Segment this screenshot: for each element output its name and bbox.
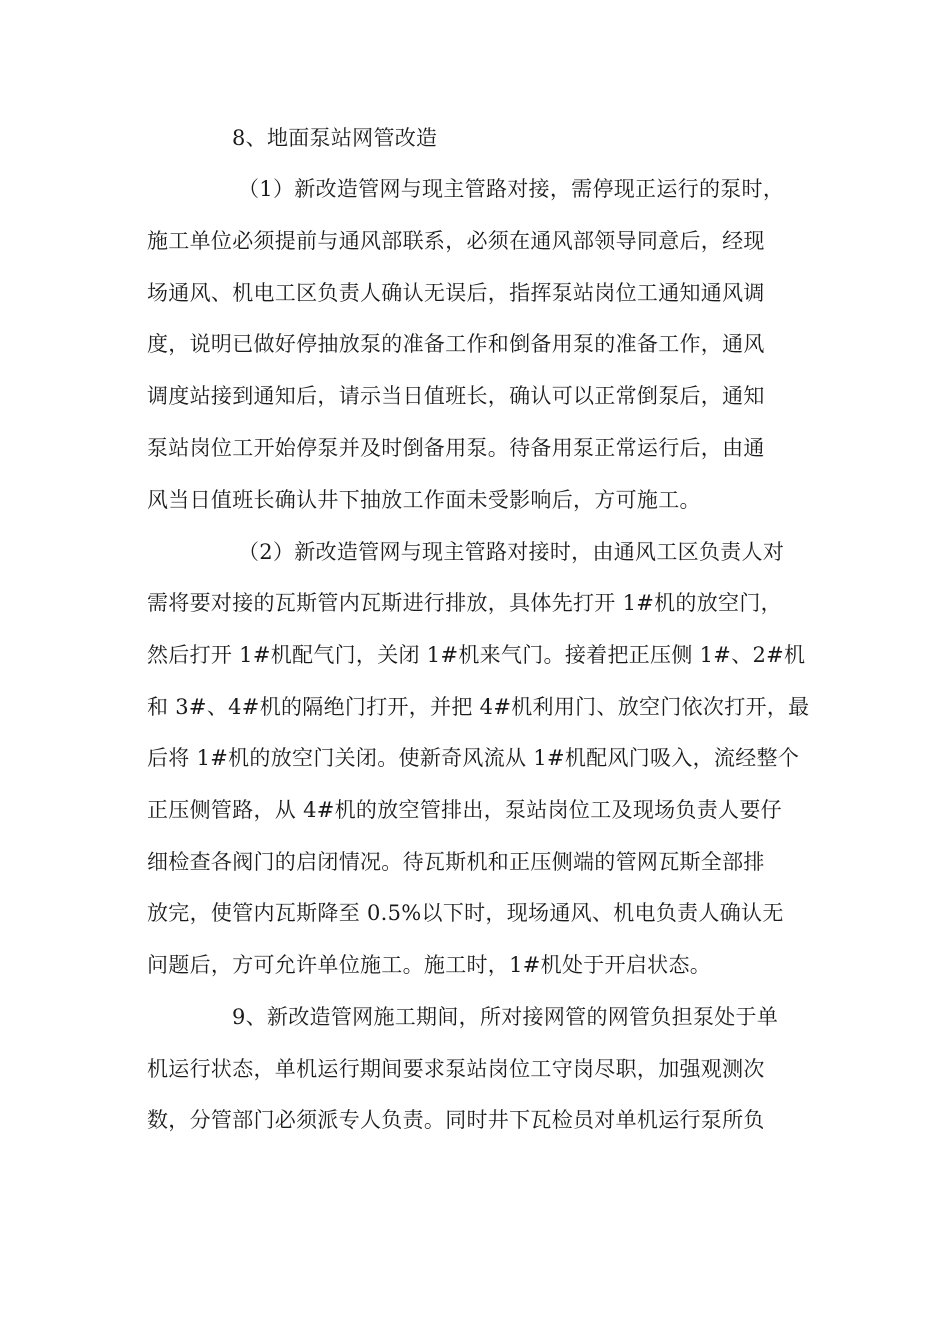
paragraph-line: 施工单位必须提前与通风部联系，必须在通风部领导同意后，经现 bbox=[147, 229, 765, 253]
paragraph-line: 后将 1#机的放空门关闭。使新奇风流从 1#机配风门吸入，流经整个 bbox=[147, 746, 800, 770]
paragraph-line: 9、新改造管网施工期间，所对接网管的网管负担泵处于单 bbox=[232, 1005, 779, 1029]
paragraph-line: 调度站接到通知后，请示当日值班长，确认可以正常倒泵后，通知 bbox=[147, 384, 765, 408]
paragraph-line: 和 3#、4#机的隔绝门打开，并把 4#机利用门、放空门依次打开，最 bbox=[147, 695, 810, 719]
paragraph-line: 数，分管部门必须派专人负责。同时井下瓦检员对单机运行泵所负 bbox=[147, 1108, 765, 1132]
paragraph-line: （2）新改造管网与现主管路对接时，由通风工区负责人对 bbox=[238, 540, 785, 564]
paragraph-line: 泵站岗位工开始停泵并及时倒备用泵。待备用泵正常运行后，由通 bbox=[147, 436, 765, 460]
paragraph-line: （1）新改造管网与现主管路对接，需停现正运行的泵时， bbox=[238, 177, 785, 201]
paragraph-line: 风当日值班长确认井下抽放工作面未受影响后，方可施工。 bbox=[147, 488, 701, 512]
paragraph-line: 细检查各阀门的启闭情况。待瓦斯机和正压侧端的管网瓦斯全部排 bbox=[147, 850, 765, 874]
paragraph-line: 场通风、机电工区负责人确认无误后，指挥泵站岗位工通知通风调 bbox=[147, 281, 765, 305]
paragraph-line: 需将要对接的瓦斯管内瓦斯进行排放，具体先打开 1#机的放空门， bbox=[147, 591, 782, 615]
section-heading: 8、地面泵站网管改造 bbox=[232, 126, 438, 150]
paragraph-line: 正压侧管路，从 4#机的放空管排出，泵站岗位工及现场负责人要仔 bbox=[147, 798, 782, 822]
paragraph-line: 放完，使管内瓦斯降至 0.5%以下时，现场通风、机电负责人确认无 bbox=[147, 901, 784, 925]
paragraph-line: 然后打开 1#机配气门，关闭 1#机来气门。接着把正压侧 1#、2#机 bbox=[147, 643, 806, 667]
paragraph-line: 度，说明已做好停抽放泵的准备工作和倒备用泵的准备工作，通风 bbox=[147, 332, 765, 356]
paragraph-line: 机运行状态，单机运行期间要求泵站岗位工守岗尽职，加强观测次 bbox=[147, 1057, 765, 1081]
paragraph-line: 问题后，方可允许单位施工。施工时，1#机处于开启状态。 bbox=[147, 953, 712, 977]
